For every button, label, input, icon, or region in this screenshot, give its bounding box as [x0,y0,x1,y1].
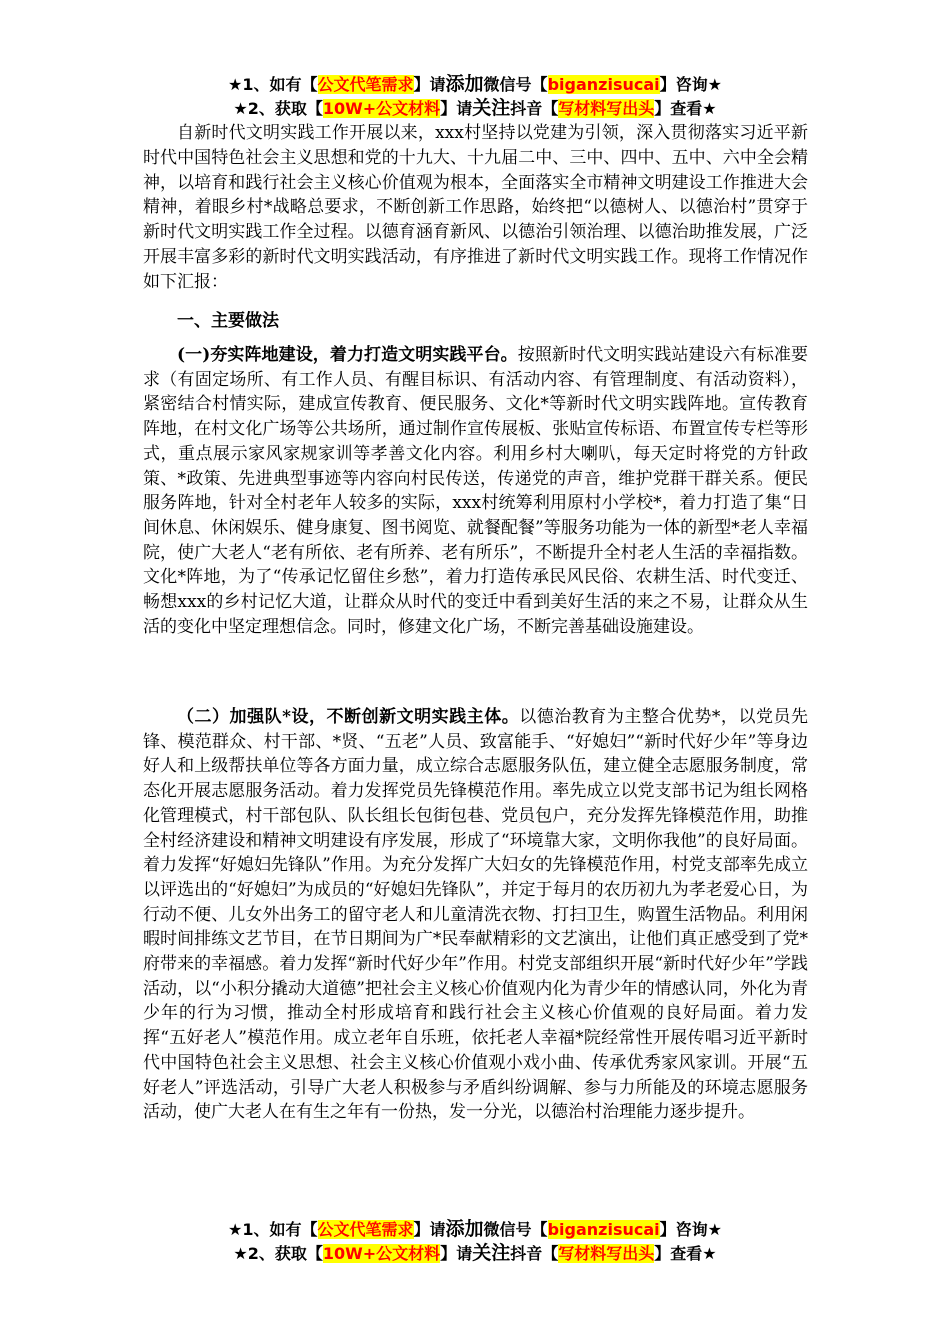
promo-text: 微信号【 [483,75,548,94]
paragraph-lead: (一)夯实阵地建设，着力打造文明实践平台。 [177,345,518,365]
promo-text: 抖音【 [510,99,559,118]
footer-promo-line-2 [140,1241,810,1266]
promo-emphasis: 关注 [472,97,511,119]
section-heading: 一、主要做法 [177,311,279,331]
promo-highlight: 10W+公文材料 [322,99,441,118]
promo-highlight: 公文代笔需求 [317,75,414,94]
promo-text: 】请 [440,1244,473,1263]
promo-text: 】查看★ [654,1244,717,1263]
promo-text: 】请 [413,75,446,94]
promo-text: 】查看★ [654,99,717,118]
promo-douyin-id: 写材料写出头 [558,99,655,118]
header-promo-line-1 [140,72,810,97]
promo-wechat-id: biganzisucai [547,75,660,94]
promo-wechat-id: biganzisucai [547,1220,660,1239]
promo-text: 抖音【 [510,1244,559,1263]
promo-text: 】请 [413,1220,446,1239]
promo-emphasis: 添加 [445,73,484,95]
promo-text: ★2、获取【 [233,99,323,118]
body-paragraph-2 [143,705,808,1125]
paragraph-text: 按照新时代文明实践站建设六有标准要求（有固定场所、有工作人员、有醒目标识、有活动内容、有管理制度、有活动资料），紧密结合村情实际，建成宣传教育、便民服务、文化*等新时代文明实践阵地。宣传教育阵地，在村文化广场等公共场所，通过制作宣传展板、张贴宣传标语、布置宣传专栏等形式，重点展示家风家规家训等孝善文化内容。利用乡村大喇叭，每天定时将党的方针政策、*政策、先进典型事迹等内容向村民传送，传递党的声音，维护党群干群关系。便民服务阵地，针对全村老年人较多的实际，xxx村统筹利用原村小学校*，着力打造了集“日间休息、休闲娱乐、健身康复、图书阅览、就餐配餐”等服务功能为一体的新型*老人幸福院，使广大老人“老有所依、老有所养、老有所乐”，不断提升全村老人生活的幸福指数。文化*阵地，为了“传承记忆留住乡愁”，着力打造传承民风民俗、农耕生活、时代变迁、畅想xxx的乡村记忆大道，让群众从时代的变迁中看到美好生活的来之不易，让群众从生活的变化中坚定理想信念。同时，修建文化广场，不断完善基础设施建设。 [143,345,809,637]
promo-text: 】咨询★ [659,75,722,94]
paragraph-text: 以德治教育为主整合优势*，以党员先锋、模范群众、村干部、*贤、“五老”人员、致富能手、“好媳妇”“新时代好少年”等身边好人和上级帮扶单位等各方面力量，成立综合志愿服务队伍，建立健全志愿服务制度，常态化开展志愿服务活动。着力发挥党员先锋模范作用。率先成立以党支部书记为组长网格化管理模式，村干部包队、队长组长包街包巷、党员包户，充分发挥先锋模范作用，助推全村经济建设和精神文明建设有序发展，形成了“环境靠大家，文明你我他”的良好局面。着力发挥“好媳妇先锋队”作用。为充分发挥广大妇女的先锋模范作用，村党支部率先成立以评选出的“好媳妇”为成员的“好媳妇先锋队”，并定于每月的农历初九为孝老爱心日，为行动不便、儿女外出务工的留守老人和儿童清洗衣物、打扫卫生，购置生活物品。利用闲暇时间排练文艺节目，在节日期间为广*民奉献精彩的文艺演出，让他们真正感受到了党*府带来的幸福感。着力发挥“新时代好少年”作用。村党支部组织开展“新时代好少年”学践活动，以“小积分撬动大道德”把社会主义核心价值观内化为青少年的情感认同，外化为青少年的行为习惯，推动全村形成培育和践行社会主义核心价值观的良好局面。着力发挥“五好老人”模范作用。成立老年自乐班，依托老人幸福*院经常性开展传唱习近平新时代中国特色社会主义思想、社会主义核心价值观小戏小曲、传承优秀家风家训。开展“五好老人”评选活动，引导广大老人积极参与矛盾纠纷调解、参与力所能及的环境志愿服务活动，使广大老人在有生之年有一份热，发一分光，以德治村治理能力逐步提升。 [143,707,809,1123]
promo-text: ★1、如有【 [228,1220,318,1239]
promo-highlight: 公文代笔需求 [317,1220,414,1239]
promo-emphasis: 添加 [445,1218,484,1240]
promo-highlight: 10W+公文材料 [322,1244,441,1263]
paragraph-lead: （二）加强队*设，不断创新文明实践主体。 [177,707,520,727]
promo-text: 】咨询★ [659,1220,722,1239]
intro-paragraph: 自新时代文明实践工作开展以来，xxx村坚持以党建为引领，深入贯彻落实习近平新时代中国特色社会主义思想和党的十九大、十九届二中、三中、四中、五中、六中全会精神，以培育和践行社会主义核心价值观为根本，全面落实全市精神文明建设工作推进大会精神，着眼乡村*战略总要求，不断创新工作思路，始终把“以德树人、以德治村”贯穿于新时代文明实践工作全过程。以德育涵育新风、以德治引领治理、以德治助推发展，广泛开展丰富多彩的新时代文明实践活动，有序推进了新时代文明实践工作。现将工作情况作如下汇报： [143,123,808,292]
promo-douyin-id: 写材料写出头 [558,1244,655,1263]
promo-text: 】请 [440,99,473,118]
promo-text: 微信号【 [483,1220,548,1239]
footer-promo-line-1 [140,1217,810,1242]
promo-text: ★1、如有【 [228,75,318,94]
body-paragraph-1 [143,343,808,639]
promo-text: ★2、获取【 [233,1244,323,1263]
promo-emphasis: 关注 [472,1242,511,1264]
header-promo-line-2 [140,96,810,121]
